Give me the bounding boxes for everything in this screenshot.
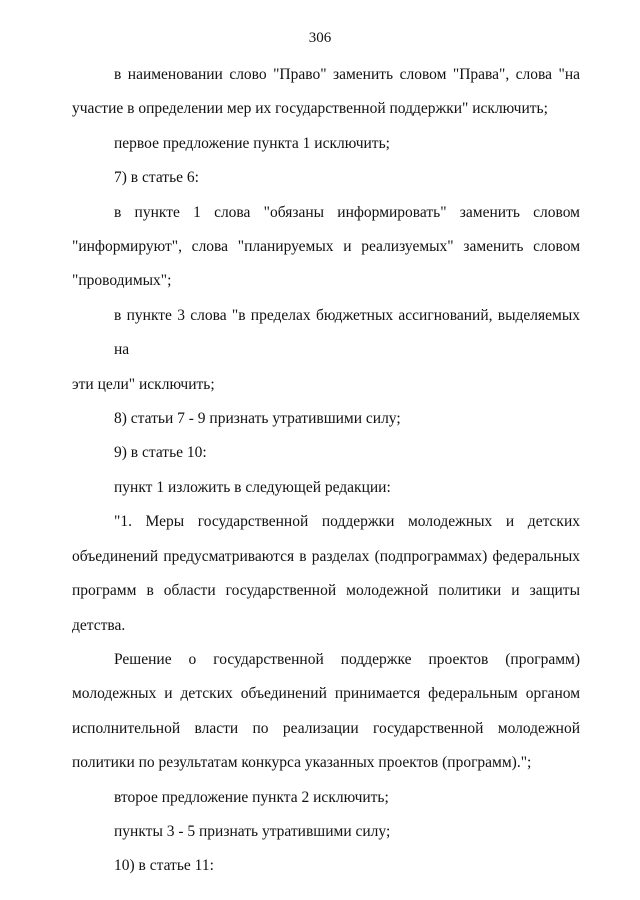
paragraph-point-1: [72, 196, 580, 299]
paragraph-line: политики по результатам конкурса указанных проектов (программ).";: [72, 754, 532, 772]
paragraph-line: Решение о государственной поддержке проектов (программ): [114, 650, 580, 668]
paragraph-points-3-5: [72, 815, 580, 849]
paragraph-article-10: [72, 436, 580, 470]
paragraph-line: 9) в статье 10:: [114, 444, 207, 462]
paragraph-first-sentence: [72, 127, 580, 161]
paragraph-article-11: [72, 849, 580, 883]
paragraph-line: "1. Меры государственной поддержки молодежных и детских: [114, 513, 580, 531]
paragraph-line: исполнительной власти по реализации государственной молодежной: [72, 719, 580, 737]
paragraph-line: в пункте 1 слова "обязаны информировать" заменить словом: [114, 203, 580, 221]
paragraph-line: пункт 1 изложить в следующей редакции:: [114, 478, 391, 496]
paragraph-line: детства.: [72, 616, 126, 634]
page-number: 306: [308, 30, 332, 46]
paragraph-line: второе предложение пункта 2 исключить;: [114, 788, 389, 806]
paragraph-line: в пункте 3 слова "в пределах бюджетных ассигнований, выделяемых на: [114, 306, 580, 359]
paragraph-line: первое предложение пункта 1 исключить;: [114, 134, 390, 152]
paragraph-point-3: [72, 299, 580, 402]
paragraph-second-sentence: [72, 781, 580, 815]
paragraph-new-edition: [72, 471, 580, 505]
paragraph-support-measures: [72, 505, 580, 643]
paragraph-line: 7) в статье 6:: [114, 169, 199, 187]
paragraph-line: пункты 3 - 5 признать утратившими силу;: [114, 822, 391, 840]
paragraph-line: "проводимых";: [72, 272, 172, 290]
paragraph-support-decision: [72, 643, 580, 781]
paragraph-line: 10) в статье 11:: [114, 857, 214, 875]
paragraph-line: объединений предусматриваются в разделах (подпрограммах) федеральных: [72, 547, 580, 565]
paragraph-line: молодежных и детских объединений принимается федеральным органом: [72, 685, 580, 703]
paragraph-line: эти цели" исключить;: [72, 375, 215, 393]
paragraph-line: "информируют", слова "планируемых и реализуемых" заменить словом: [72, 238, 580, 256]
paragraph-article-6: [72, 161, 580, 195]
paragraph-line: участие в определении мер их государственной поддержки" исключить;: [72, 100, 548, 118]
paragraph-line: 8) статьи 7 - 9 признать утратившими силу;: [114, 410, 401, 428]
paragraph-line: программ в области государственной молодежной политики и защиты: [72, 582, 580, 600]
paragraph-articles-7-9: [72, 402, 580, 436]
paragraph-line: в наименовании слово "Право" заменить словом "Права", слова "на: [114, 66, 580, 83]
document-body: [72, 58, 580, 884]
paragraph-rename-title: [72, 58, 580, 127]
